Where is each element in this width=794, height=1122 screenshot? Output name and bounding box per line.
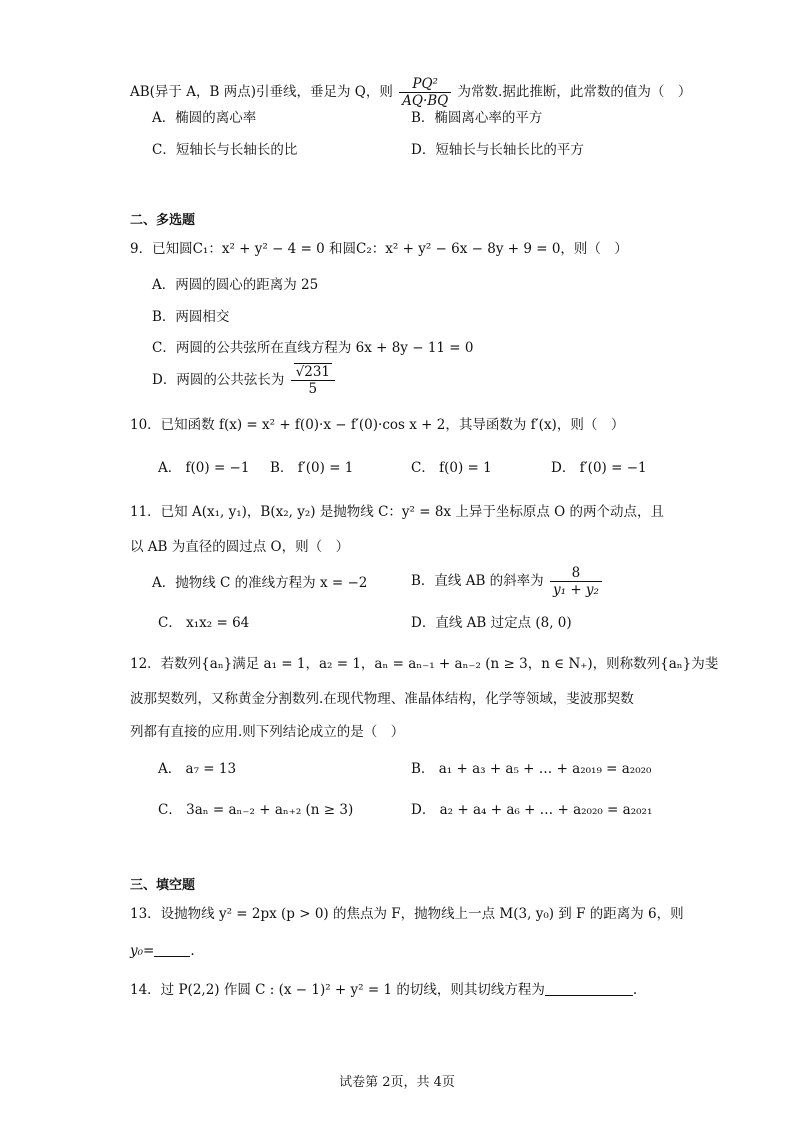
q11-b-fraction: $\frac{8}{\text{y₁ + y₂}}$ bbox=[550, 565, 602, 598]
q8-fraction: $\frac{\text{PQ²}}{AQ\cdot BQ}$ bbox=[399, 76, 451, 109]
q10-stem: 10．已知函数 f(x) = x² + f(0)·x − f′(0)·cos x + 2，其导函数为 f′(x)，则（ ） bbox=[130, 417, 625, 433]
q12-stem-line3: 列都有直接的应用.则下列结论成立的是（ ） bbox=[130, 724, 405, 740]
q12-option-d: D． a₂ + a₄ + a₆ + … + a₂₀₂₀ = a₂₀₂₁ bbox=[411, 802, 653, 818]
section-heading-multiple-choice: 二、多选题 bbox=[130, 213, 196, 228]
q11-stem-line1: 11．已知 A(x₁, y₁)，B(x₂, y₂) 是抛物线 C：y² = 8x 上异于坐标原点 O 的两个动点，且 bbox=[130, 504, 664, 520]
q13-stem-line1: 13．设抛物线 y² = 2px (p > 0) 的焦点为 F，抛物线上一点 M(3, y₀) 到 F 的距离为 6，则 bbox=[130, 906, 684, 922]
section-heading-fill-in-blank: 三、填空题 bbox=[130, 878, 196, 893]
q8-option-b: B．椭圆离心率的平方 bbox=[411, 110, 543, 126]
q9-option-c: C．两圆的公共弦所在直线方程为 6x + 8y − 11 = 0 bbox=[152, 340, 474, 356]
q13-stem-line2: y₀= . bbox=[130, 943, 195, 959]
page-footer: 试卷第 2页，共 4页 bbox=[339, 1075, 455, 1090]
q9-option-b: B．两圆相交 bbox=[152, 309, 230, 325]
q12-stem-line1: 12．若数列{aₙ}满足 a₁ = 1，a₂ = 1，aₙ = aₙ₋₁ + aₙ₋₂ (n ≥ 3，n ∈ N₊)，则称数列{aₙ}为斐 bbox=[130, 656, 719, 672]
q8-option-c: C．短轴长与长轴长的比 bbox=[152, 142, 298, 158]
q8-option-a: A．椭圆的离心率 bbox=[152, 110, 257, 126]
q12-option-b: B． a₁ + a₃ + a₅ + … + a₂₀₁₉ = a₂₀₂₀ bbox=[411, 761, 652, 777]
q11-stem-line2: 以 AB 为直径的圆过点 O，则（ ） bbox=[130, 539, 350, 555]
q13-answer-blank[interactable] bbox=[154, 942, 190, 957]
q9-option-d: D．两圆的公共弦长为 $\frac{√231}{5}$ bbox=[152, 364, 337, 397]
q10-option-c: C． f(0) = 1 bbox=[411, 460, 492, 476]
q8-option-d: D．短轴长与长轴长比的平方 bbox=[411, 142, 584, 158]
q12-option-c: C． 3aₙ = aₙ₋₂ + aₙ₊₂ (n ≥ 3) bbox=[158, 802, 354, 818]
q9-option-a: A．两圆的圆心的距离为 25 bbox=[152, 277, 319, 293]
q11-option-d: D．直线 AB 过定点 (8, 0) bbox=[411, 615, 572, 631]
q10-option-d: D． f′(0) = −1 bbox=[551, 460, 647, 476]
q11-option-c: C． x₁x₂ = 64 bbox=[158, 615, 250, 631]
q9-stem: 9．已知圆C₁：x² + y² − 4 = 0 和圆C₂：x² + y² − 6x − 8y + 9 = 0，则（ ） bbox=[130, 241, 628, 257]
q14-stem: 14．过 P(2,2) 作圆 C : (x − 1)² + y² = 1 的切线，则其切线方程为 . bbox=[130, 982, 638, 998]
q9-d-fraction: $\frac{√231}{5}$ bbox=[291, 364, 335, 397]
q12-stem-line2: 波那契数列，又称黄金分割数列.在现代物理、准晶体结构，化学等领域，斐波那契数 bbox=[130, 691, 634, 707]
q11-option-a: A．抛物线 C 的准线方程为 x = −2 bbox=[152, 575, 368, 591]
q11-option-b: B．直线 AB 的斜率为 $\frac{8}{\text{y₁ + y₂}}$ bbox=[411, 565, 604, 598]
q10-option-b: B． f′(0) = 1 bbox=[270, 460, 354, 476]
q10-option-a: A． f(0) = −1 bbox=[158, 460, 250, 476]
q12-option-a: A． a₇ = 13 bbox=[158, 761, 237, 777]
q8-stem: AB(异于 A，B 两点)引垂线，垂足为 Q，则 $\frac{\text{PQ²}}{AQ\cdot BQ}$ 为常数.据此推断，此常数的值为（ ） bbox=[130, 76, 692, 109]
q14-answer-blank[interactable] bbox=[545, 981, 633, 996]
